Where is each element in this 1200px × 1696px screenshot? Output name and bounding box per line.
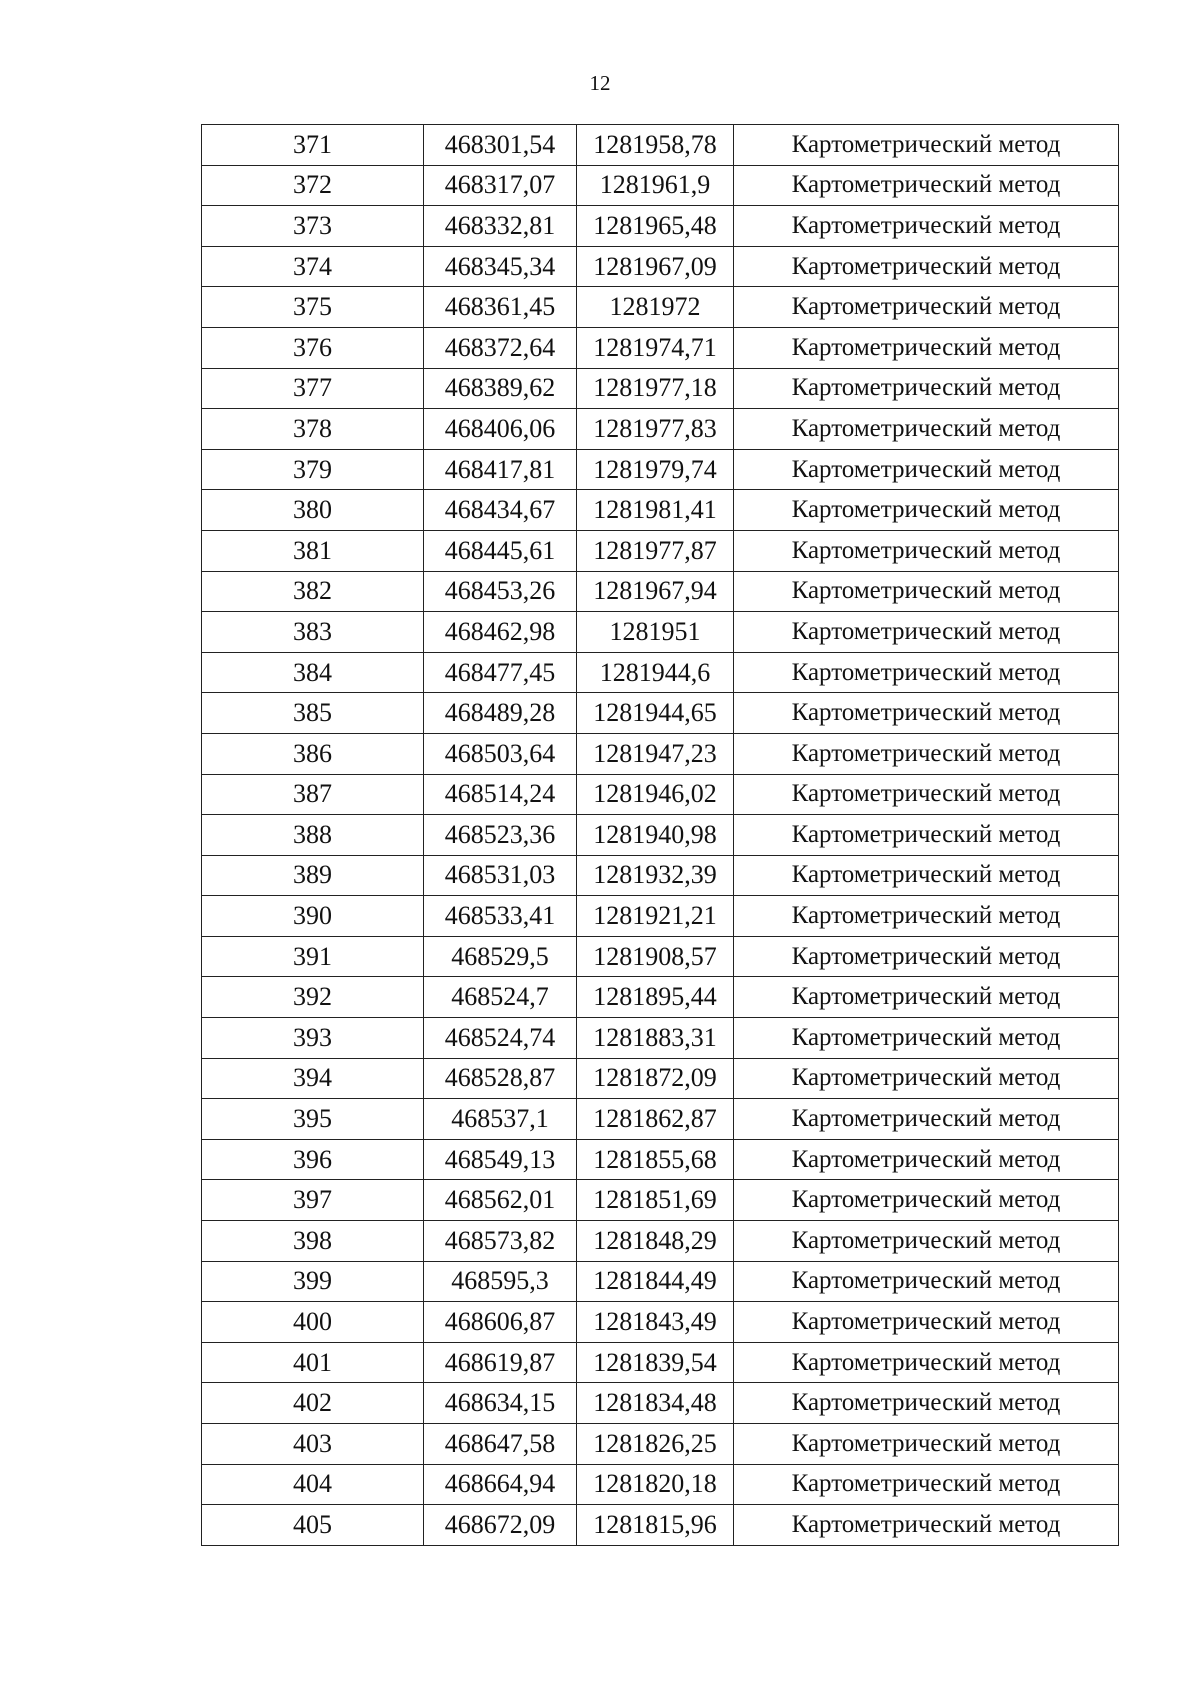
y-coordinate-cell: 1281979,74 [577,449,734,490]
y-coordinate-cell: 1281940,98 [577,815,734,856]
x-coordinate-cell: 468549,13 [424,1139,577,1180]
x-coordinate-cell: 468332,81 [424,206,577,247]
point-number-cell: 395 [202,1099,424,1140]
x-coordinate-cell: 468634,15 [424,1383,577,1424]
y-coordinate-cell: 1281844,49 [577,1261,734,1302]
table-row [202,368,1119,409]
x-coordinate-cell: 468372,64 [424,327,577,368]
method-cell: Картометрический метод [734,1342,1119,1383]
method-cell: Картометрический метод [734,1139,1119,1180]
method-cell: Картометрический метод [734,530,1119,571]
x-coordinate-cell: 468434,67 [424,490,577,531]
y-coordinate-cell: 1281977,87 [577,530,734,571]
coordinates-table-body [202,125,1119,1546]
point-number-cell: 405 [202,1505,424,1546]
point-number-cell: 371 [202,125,424,166]
point-number-cell: 389 [202,855,424,896]
y-coordinate-cell: 1281958,78 [577,125,734,166]
y-coordinate-cell: 1281921,21 [577,896,734,937]
y-coordinate-cell: 1281815,96 [577,1505,734,1546]
y-coordinate-cell: 1281961,9 [577,165,734,206]
y-coordinate-cell: 1281839,54 [577,1342,734,1383]
y-coordinate-cell: 1281843,49 [577,1302,734,1343]
x-coordinate-cell: 468406,06 [424,409,577,450]
method-cell: Картометрический метод [734,1464,1119,1505]
method-cell: Картометрический метод [734,733,1119,774]
table-row [202,855,1119,896]
x-coordinate-cell: 468523,36 [424,815,577,856]
x-coordinate-cell: 468562,01 [424,1180,577,1221]
x-coordinate-cell: 468531,03 [424,855,577,896]
method-cell: Картометрический метод [734,327,1119,368]
point-number-cell: 393 [202,1018,424,1059]
table-row [202,1505,1119,1546]
y-coordinate-cell: 1281872,09 [577,1058,734,1099]
x-coordinate-cell: 468445,61 [424,530,577,571]
table-row [202,652,1119,693]
y-coordinate-cell: 1281977,83 [577,409,734,450]
method-cell: Картометрический метод [734,246,1119,287]
method-cell: Картометрический метод [734,652,1119,693]
table-row [202,327,1119,368]
x-coordinate-cell: 468477,45 [424,652,577,693]
table-row [202,246,1119,287]
method-cell: Картометрический метод [734,896,1119,937]
table-row [202,571,1119,612]
table-row [202,936,1119,977]
point-number-cell: 383 [202,612,424,653]
point-number-cell: 390 [202,896,424,937]
y-coordinate-cell: 1281944,65 [577,693,734,734]
table-row [202,1261,1119,1302]
table-row [202,206,1119,247]
page-number: 12 [589,71,611,95]
table-row [202,287,1119,328]
point-number-cell: 387 [202,774,424,815]
point-number-cell: 400 [202,1302,424,1343]
point-number-cell: 384 [202,652,424,693]
x-coordinate-cell: 468514,24 [424,774,577,815]
table-row [202,612,1119,653]
x-coordinate-cell: 468524,74 [424,1018,577,1059]
x-coordinate-cell: 468503,64 [424,733,577,774]
y-coordinate-cell: 1281908,57 [577,936,734,977]
method-cell: Картометрический метод [734,206,1119,247]
method-cell: Картометрический метод [734,125,1119,166]
table-row [202,977,1119,1018]
point-number-cell: 381 [202,530,424,571]
y-coordinate-cell: 1281967,94 [577,571,734,612]
method-cell: Картометрический метод [734,1180,1119,1221]
point-number-cell: 404 [202,1464,424,1505]
table-row [202,1099,1119,1140]
point-number-cell: 377 [202,368,424,409]
x-coordinate-cell: 468529,5 [424,936,577,977]
y-coordinate-cell: 1281972 [577,287,734,328]
method-cell: Картометрический метод [734,165,1119,206]
point-number-cell: 380 [202,490,424,531]
method-cell: Картометрический метод [734,977,1119,1018]
y-coordinate-cell: 1281862,87 [577,1099,734,1140]
point-number-cell: 396 [202,1139,424,1180]
x-coordinate-cell: 468317,07 [424,165,577,206]
table-row [202,1139,1119,1180]
table-row [202,1058,1119,1099]
x-coordinate-cell: 468595,3 [424,1261,577,1302]
x-coordinate-cell: 468573,82 [424,1221,577,1262]
method-cell: Картометрический метод [734,1221,1119,1262]
point-number-cell: 401 [202,1342,424,1383]
point-number-cell: 398 [202,1221,424,1262]
x-coordinate-cell: 468528,87 [424,1058,577,1099]
table-row [202,1383,1119,1424]
table-row [202,774,1119,815]
x-coordinate-cell: 468664,94 [424,1464,577,1505]
x-coordinate-cell: 468537,1 [424,1099,577,1140]
method-cell: Картометрический метод [734,571,1119,612]
y-coordinate-cell: 1281944,6 [577,652,734,693]
table-row [202,530,1119,571]
method-cell: Картометрический метод [734,815,1119,856]
x-coordinate-cell: 468345,34 [424,246,577,287]
table-row [202,693,1119,734]
x-coordinate-cell: 468453,26 [424,571,577,612]
method-cell: Картометрический метод [734,693,1119,734]
table-row [202,1464,1119,1505]
table-row [202,449,1119,490]
x-coordinate-cell: 468533,41 [424,896,577,937]
point-number-cell: 378 [202,409,424,450]
method-cell: Картометрический метод [734,1261,1119,1302]
method-cell: Картометрический метод [734,1058,1119,1099]
point-number-cell: 399 [202,1261,424,1302]
table-row [202,165,1119,206]
method-cell: Картометрический метод [734,1505,1119,1546]
point-number-cell: 392 [202,977,424,1018]
method-cell: Картометрический метод [734,490,1119,531]
x-coordinate-cell: 468647,58 [424,1424,577,1465]
point-number-cell: 386 [202,733,424,774]
point-number-cell: 402 [202,1383,424,1424]
y-coordinate-cell: 1281851,69 [577,1180,734,1221]
method-cell: Картометрический метод [734,936,1119,977]
point-number-cell: 374 [202,246,424,287]
y-coordinate-cell: 1281965,48 [577,206,734,247]
table-row [202,1180,1119,1221]
y-coordinate-cell: 1281834,48 [577,1383,734,1424]
point-number-cell: 397 [202,1180,424,1221]
table-row [202,1018,1119,1059]
table-row [202,1342,1119,1383]
method-cell: Картометрический метод [734,449,1119,490]
y-coordinate-cell: 1281855,68 [577,1139,734,1180]
method-cell: Картометрический метод [734,1018,1119,1059]
method-cell: Картометрический метод [734,774,1119,815]
y-coordinate-cell: 1281946,02 [577,774,734,815]
y-coordinate-cell: 1281820,18 [577,1464,734,1505]
y-coordinate-cell: 1281981,41 [577,490,734,531]
table-row [202,125,1119,166]
point-number-cell: 403 [202,1424,424,1465]
table-row [202,490,1119,531]
point-number-cell: 375 [202,287,424,328]
x-coordinate-cell: 468606,87 [424,1302,577,1343]
point-number-cell: 394 [202,1058,424,1099]
x-coordinate-cell: 468301,54 [424,125,577,166]
method-cell: Картометрический метод [734,409,1119,450]
point-number-cell: 388 [202,815,424,856]
coordinates-table [201,124,1119,1546]
point-number-cell: 372 [202,165,424,206]
point-number-cell: 391 [202,936,424,977]
y-coordinate-cell: 1281932,39 [577,855,734,896]
y-coordinate-cell: 1281848,29 [577,1221,734,1262]
y-coordinate-cell: 1281883,31 [577,1018,734,1059]
method-cell: Картометрический метод [734,287,1119,328]
table-row [202,1221,1119,1262]
y-coordinate-cell: 1281895,44 [577,977,734,1018]
method-cell: Картометрический метод [734,1099,1119,1140]
method-cell: Картометрический метод [734,1383,1119,1424]
x-coordinate-cell: 468389,62 [424,368,577,409]
y-coordinate-cell: 1281826,25 [577,1424,734,1465]
method-cell: Картометрический метод [734,855,1119,896]
point-number-cell: 382 [202,571,424,612]
x-coordinate-cell: 468489,28 [424,693,577,734]
x-coordinate-cell: 468619,87 [424,1342,577,1383]
x-coordinate-cell: 468417,81 [424,449,577,490]
y-coordinate-cell: 1281974,71 [577,327,734,368]
method-cell: Картометрический метод [734,1424,1119,1465]
x-coordinate-cell: 468361,45 [424,287,577,328]
y-coordinate-cell: 1281951 [577,612,734,653]
method-cell: Картометрический метод [734,612,1119,653]
table-row [202,896,1119,937]
point-number-cell: 373 [202,206,424,247]
table-row [202,1302,1119,1343]
table-row [202,815,1119,856]
table-row [202,733,1119,774]
point-number-cell: 385 [202,693,424,734]
y-coordinate-cell: 1281947,23 [577,733,734,774]
table-row [202,1424,1119,1465]
y-coordinate-cell: 1281977,18 [577,368,734,409]
point-number-cell: 376 [202,327,424,368]
x-coordinate-cell: 468462,98 [424,612,577,653]
point-number-cell: 379 [202,449,424,490]
table-row [202,409,1119,450]
method-cell: Картометрический метод [734,1302,1119,1343]
x-coordinate-cell: 468524,7 [424,977,577,1018]
method-cell: Картометрический метод [734,368,1119,409]
x-coordinate-cell: 468672,09 [424,1505,577,1546]
y-coordinate-cell: 1281967,09 [577,246,734,287]
